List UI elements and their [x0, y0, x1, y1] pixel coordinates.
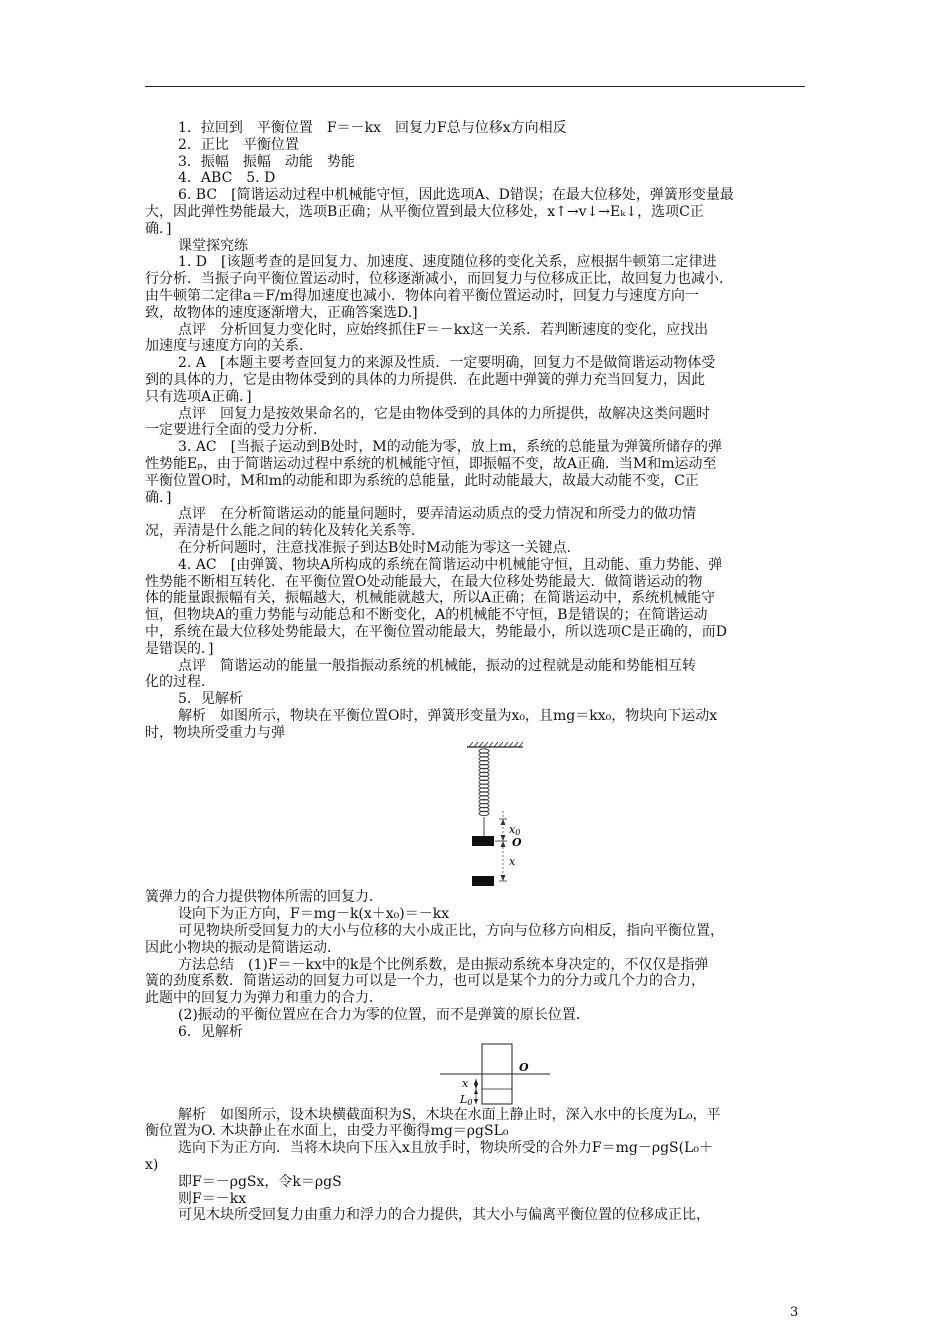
text-line: 性势能不断相互转化．在平衡位置O处动能最大，在最大位移处势能最大．做简谐运动的物 [145, 573, 703, 590]
text-line: 确．] [145, 220, 172, 237]
text-line: 3. AC [当振子运动到B处时，M的动能为零，放上m，系统的总能量为弹簧所储存的弹 [178, 439, 722, 456]
text-line: 2. A [本题主要考查回复力的来源及性质．一定要明确，回复力不是做简谐运动物体受 [178, 355, 716, 372]
block-displaced [472, 876, 494, 886]
text-line: 则F＝－kx [178, 1190, 247, 1207]
text-line: 化的过程． [145, 674, 215, 691]
label-x: x [462, 1076, 469, 1090]
label-l0: L0 [460, 1092, 473, 1107]
text-line: 6. BC [简谐运动过程中机械能守恒，因此选项A、D错误；在最大位移处，弹簧形变量最 [178, 187, 734, 204]
spring-figure [445, 741, 565, 889]
ceiling-hatch [469, 742, 523, 747]
text-line: 中，系统在最大位移处势能最大，在平衡位置动能最大，势能最小，所以选项C是正确的，而D [145, 623, 727, 640]
text-line: 方法总结 (1)F＝－kx中的k是个比例系数，是由振动系统本身决定的，不仅仅是指弹 [178, 956, 709, 973]
text-line: 解析 如图所示，物块在平衡位置O时，弹簧形变量为x₀，且mg＝kx₀，物块向下运动x [178, 707, 718, 724]
text-line: 只有选项A正确．] [145, 388, 252, 405]
text-line: 况，弄清是什么能之间的转化及转化关系等． [145, 523, 425, 540]
text-line: 3．振幅 振幅 动能 势能 [178, 153, 355, 170]
text-line: 可见物块所受回复力的大小与位移的大小成正比，方向与位移方向相反，指向平衡位置， [178, 923, 724, 940]
text-line: 6．见解析 [178, 1023, 243, 1040]
text-line: 设向下为正方向，F＝mg－k(x＋x₀)＝－kx [178, 906, 450, 923]
text-line: x) [145, 1157, 159, 1174]
text-line: 体的能量跟振幅有关，振幅越大，机械能就越大，所以A正确；在简谐运动中，系统机械能守 [145, 590, 716, 607]
label-x0: x0 [509, 823, 521, 838]
text-line: 点评 在分析简谐运动的能量问题时，要弄清运动质点的受力情况和所受力的做功情 [178, 506, 696, 523]
text-line: 2．正比 平衡位置 [178, 136, 299, 153]
text-line: (2)振动的平衡位置应在合力为零的位置，而不是弹簧的原长位置． [178, 1007, 590, 1024]
text-line: 由牛顿第二定律a＝F/m得加速度也减小．物体向着平衡位置运动时，回复力与速度方向一 [145, 287, 700, 304]
text-line: 5．见解析 [178, 691, 243, 708]
text-line: 簧弹力的合力提供物体所需的回复力． [145, 889, 383, 906]
page-number: 3 [790, 1305, 799, 1320]
text-line: 恒，但物块A的重力势能与动能总和不断变化，A的机械能不守恒，B是错误的；在简谐运动 [145, 607, 708, 624]
text-line: 1. D [该题考查的是回复力、加速度、速度随位移的变化关系，应根据牛顿第二定律进 [178, 254, 717, 271]
spring-diagram [445, 741, 565, 889]
document-body [145, 120, 810, 1224]
text-line: 致，故物体的速度逐渐增大，正确答案选D.] [145, 304, 418, 321]
text-line: 确．] [145, 489, 172, 506]
text-line: 在分析问题时，注意找准振子到达B处时M动能为零这一关键点． [178, 539, 581, 556]
text-line: 时，物块所受重力与弹 [145, 724, 285, 741]
text-line: 到的具体的力，它是由物体受到的具体的力所提供．在此题中弹簧的弹力充当回复力，因此 [145, 371, 705, 388]
block-equilibrium [472, 836, 494, 846]
section-heading: 课堂探究练 [178, 237, 248, 254]
label-o: O [512, 836, 522, 850]
text-line: 1．拉回到 平衡位置 F＝－kx 回复力F总与位移x方向相反 [178, 120, 567, 136]
floating-block-figure [440, 1041, 550, 1107]
text-line: 加速度与速度方向的关系． [145, 338, 313, 355]
text-line: 4. AC [由弹簧、物块A所构成的系统在简谐运动中机械能守恒，且动能、重力势能、弹 [178, 556, 723, 573]
text-line: 此题中的回复力为弹力和重力的合力． [145, 990, 383, 1007]
text-line: 点评 简谐运动的能量一般指振动系统的机械能，振动的过程就是动能和势能相互转 [178, 657, 696, 674]
text-line: 性势能Eₚ，由于简谐运动过程中系统的机械能守恒，即振幅不变，故A正确．当M和m运动至 [145, 455, 717, 472]
text-line: 可见木块所受回复力由重力和浮力的合力提供，其大小与偏离平衡位置的位移成正比， [178, 1207, 710, 1224]
text-line: 簧的劲度系数．简谐运动的回复力可以是一个力，也可以是某个力的分力或几个力的合力， [145, 973, 705, 990]
text-line: 解析 如图所示，设木块横截面积为S，木块在水面上静止时，深入水中的长度为L₀，平 [178, 1106, 721, 1123]
text-line: 点评 分析回复力变化时，应始终抓住F＝－kx这一关系．若判断速度的变化，应找出 [178, 321, 709, 338]
text-line: 4．ABC 5. D [178, 170, 276, 187]
text-line: 平衡位置O时，M和m的动能和即为系统的总能量，此时动能最大，故最大动能不变，C正 [145, 472, 699, 489]
text-line: 选向下为正方向．当将木块向下压入x且放手时，物块所受的合外力F＝mg－ρgS(L₀＋ [178, 1140, 713, 1157]
header-rule [145, 86, 805, 87]
text-line: 是错误的．] [145, 640, 214, 657]
text-line: 大，因此弹性势能最大，选项B正确；从平衡位置到最大位移处，x↑→v↓→Eₖ↓，选项C正 [145, 203, 704, 220]
text-line: 因此小物块的振动是简谐运动． [145, 939, 341, 956]
text-line: 即F＝－ρgSx，令k＝ρgS [178, 1173, 342, 1190]
text-line: 衡位置为O. 木块静止在水面上，由受力平衡得mg＝ρgSL₀ [145, 1123, 509, 1140]
text-line: 点评 回复力是按效果命名的，它是由物体受到的具体的力所提供，故解决这类问题时 [178, 405, 710, 422]
floating-block-diagram [440, 1041, 550, 1107]
label-x: x [509, 855, 516, 869]
spring-coils [479, 749, 489, 816]
text-line: 行分析．当振子向平衡位置运动时，位移逐渐减小，而回复力与位移成正比，故回复力也减小． [145, 271, 733, 288]
label-o: O [519, 1060, 529, 1074]
text-line: 一定要进行全面的受力分析． [145, 422, 327, 439]
